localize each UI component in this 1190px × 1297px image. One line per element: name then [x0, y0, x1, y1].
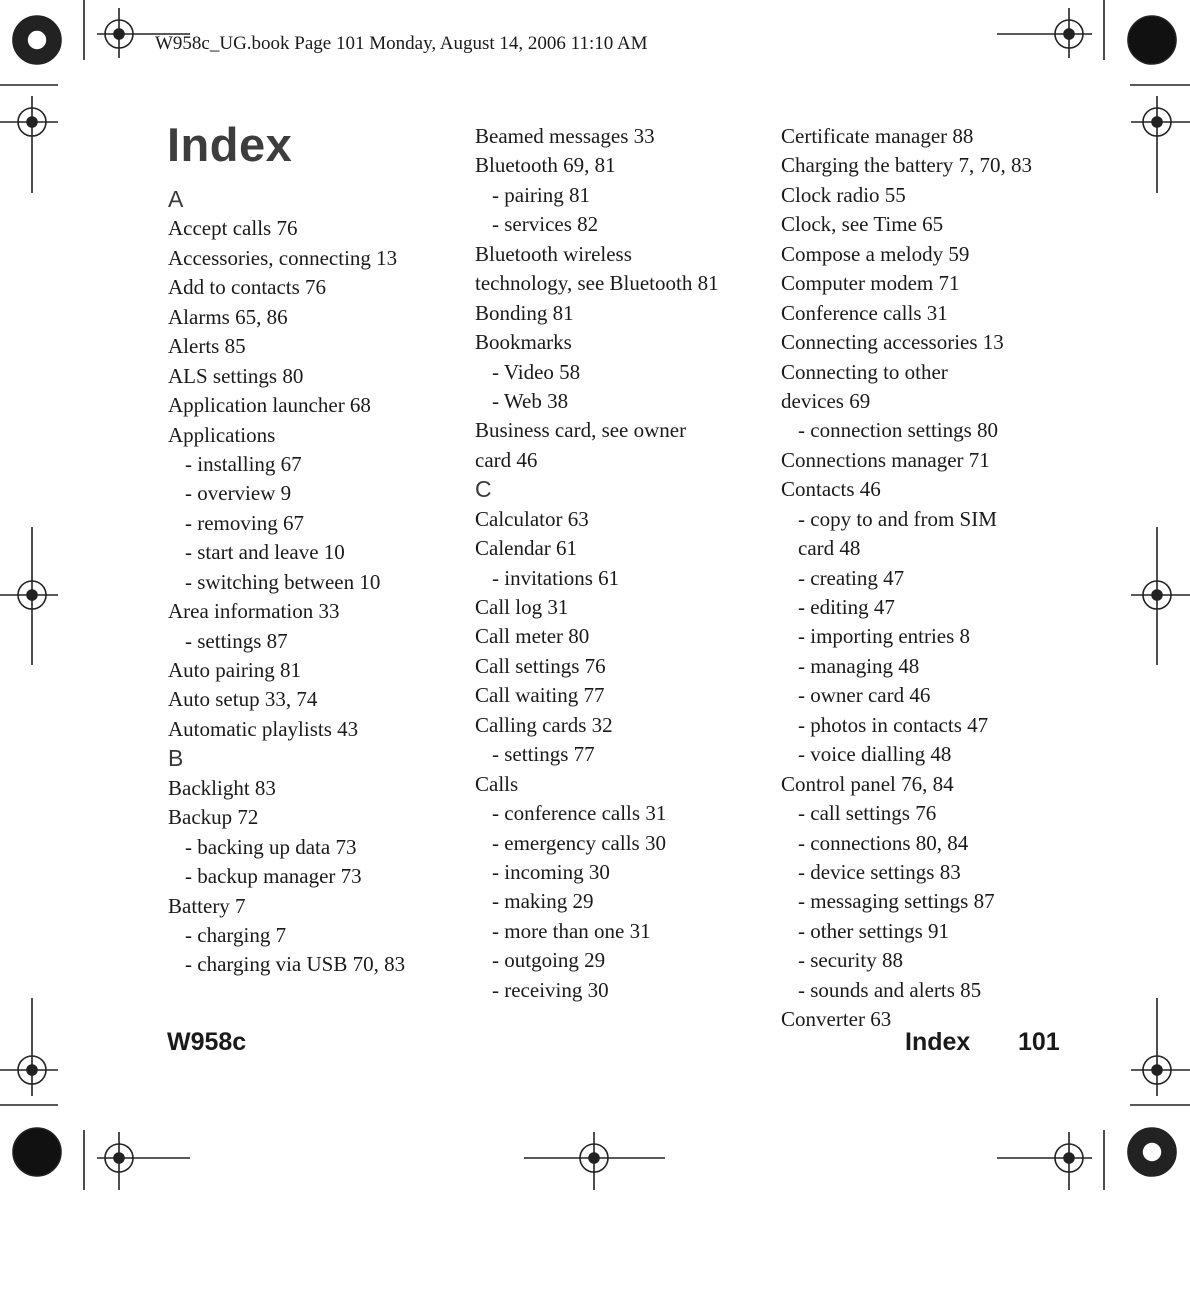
index-subentry: - backing up data 73	[185, 834, 357, 859]
index-entry: Battery 7	[168, 893, 246, 918]
index-entry: Backlight 83	[168, 775, 276, 800]
crosshair-icon	[524, 1132, 665, 1190]
index-subentry: - conference calls 31	[492, 801, 667, 826]
crosshair-icon	[997, 8, 1092, 58]
index-entry: Accessories, connecting 13	[168, 245, 398, 270]
index-entry: Accept calls 76	[168, 216, 298, 241]
index-subentry: - connections 80, 84	[798, 830, 969, 855]
index-entry: Call meter 80	[475, 624, 590, 649]
index-subentry: - importing entries 8	[798, 624, 971, 649]
index-entry: Contacts 46	[781, 477, 881, 502]
index-entry: Clock, see Time 65	[781, 212, 944, 237]
index-subentry: - settings 87	[185, 628, 288, 653]
index-subentry: - photos in contacts 47	[798, 712, 989, 737]
index-entry: Beamed messages 33	[475, 124, 655, 148]
index-entry: Application launcher 68	[168, 393, 371, 418]
crosshair-icon	[1131, 527, 1190, 665]
crosshair-icon	[997, 1132, 1092, 1190]
index-entry: Calendar 61	[475, 536, 578, 561]
index-subentry: - Video 58	[492, 359, 581, 384]
index-letter-heading: A	[168, 186, 184, 212]
index-entry: Computer modem 71	[781, 271, 960, 296]
index-entry: Connecting accessories 13	[781, 330, 1004, 355]
crosshair-icon	[0, 998, 58, 1096]
index-subentry: - Web 38	[492, 388, 569, 413]
index-subentry: - device settings 83	[798, 859, 961, 884]
index-entry: Bookmarks	[475, 330, 572, 355]
index-subentry: - security 88	[798, 948, 903, 973]
crosshair-icon	[1131, 96, 1190, 193]
index-subentry: card 48	[798, 536, 861, 561]
index-subentry: - editing 47	[798, 595, 895, 619]
index-entry: Alerts 85	[168, 334, 246, 359]
index-entry: Backup 72	[168, 805, 259, 830]
index-entry: Calculator 63	[475, 506, 589, 531]
index-entry: Area information 33	[168, 599, 340, 624]
crosshair-icon	[0, 527, 58, 665]
index-subentry: - emergency calls 30	[492, 830, 666, 855]
index-column-2	[475, 122, 719, 1005]
index-subentry: - making 29	[492, 889, 594, 914]
index-subentry: - creating 47	[798, 565, 905, 590]
index-entry: Charging the battery 7, 70, 83	[781, 153, 1032, 178]
index-subentry: - receiving 30	[492, 977, 609, 1002]
index-entry: Control panel 76, 84	[781, 771, 954, 796]
index-subentry: - charging 7	[185, 922, 287, 947]
index-entry: Certificate manager 88	[781, 124, 974, 148]
crosshair-icon	[1131, 998, 1190, 1096]
index-entry: Auto setup 33, 74	[168, 687, 318, 712]
index-subentry: - call settings 76	[798, 801, 937, 826]
index-subentry: - managing 48	[798, 653, 920, 678]
index-entry: Compose a melody 59	[781, 241, 970, 266]
index-entry: Bonding 81	[475, 300, 574, 325]
index-entry: devices 69	[781, 388, 871, 413]
index-entry: Bluetooth 69, 81	[475, 153, 616, 178]
print-slug: W958c_UG.book Page 101 Monday, August 14, 2006 11:10 AM	[155, 33, 648, 54]
index-entry: Call log 31	[475, 595, 569, 619]
index-column-3	[781, 122, 1032, 1035]
crosshair-icon	[97, 1132, 190, 1190]
index-subentry: - settings 77	[492, 742, 595, 767]
page-title: Index	[167, 118, 293, 171]
index-subentry: - start and leave 10	[185, 540, 345, 565]
index-entry: Auto pairing 81	[168, 658, 301, 682]
index-subentry: - overview 9	[185, 481, 292, 506]
index-entry: Connections manager 71	[781, 447, 990, 472]
index-subentry: - charging via USB 70, 83	[185, 952, 406, 977]
index-subentry: - other settings 91	[798, 918, 950, 943]
index-entry: card 46	[475, 447, 538, 472]
index-entry: Alarms 65, 86	[168, 304, 288, 329]
footer-section: Index	[905, 1028, 971, 1056]
index-entry: Connecting to other	[781, 359, 948, 384]
index-entry: Add to contacts 76	[168, 275, 327, 300]
index-entry: Calling cards 32	[475, 712, 613, 737]
index-subentry: - connection settings 80	[798, 418, 999, 443]
index-column-1	[168, 185, 405, 980]
index-entry: Conference calls 31	[781, 300, 948, 325]
index-entry: technology, see Bluetooth 81	[475, 271, 719, 296]
index-subentry: - removing 67	[185, 510, 304, 535]
index-subentry: - copy to and from SIM	[798, 506, 997, 531]
index-subentry: - switching between 10	[185, 569, 381, 594]
index-subentry: - sounds and alerts 85	[798, 977, 982, 1002]
index-entry: Call settings 76	[475, 653, 606, 678]
index-subentry: - backup manager 73	[185, 864, 362, 889]
index-subentry: - messaging settings 87	[798, 889, 995, 914]
index-subentry: - installing 67	[185, 451, 302, 476]
index-entry: Automatic playlists 43	[168, 716, 359, 741]
footer-model: W958c	[167, 1028, 247, 1056]
solid-circle-mark-icon	[1128, 16, 1176, 64]
index-subentry: - outgoing 29	[492, 948, 606, 973]
index-subentry: - more than one 31	[492, 918, 651, 943]
index-letter-heading: B	[168, 745, 184, 772]
index-entry: Calls	[475, 771, 519, 796]
index-entry: Applications	[168, 422, 276, 447]
solid-circle-mark-icon	[13, 1128, 61, 1176]
index-entry: ALS settings 80	[168, 363, 304, 388]
index-entry: Business card, see owner	[475, 418, 687, 443]
index-subentry: - owner card 46	[798, 683, 931, 708]
index-subentry: - services 82	[492, 212, 599, 237]
index-subentry: - invitations 61	[492, 565, 620, 590]
index-entry: Converter 63	[781, 1007, 892, 1032]
index-entry: Bluetooth wireless	[475, 241, 632, 266]
crosshair-icon	[0, 96, 58, 193]
index-subentry: - incoming 30	[492, 859, 610, 884]
index-subentry: - pairing 81	[492, 182, 590, 207]
page-number: 101	[1018, 1028, 1060, 1056]
index-subentry: - voice dialling 48	[798, 742, 952, 767]
index-entry: Call waiting 77	[475, 683, 605, 708]
index-entry: Clock radio 55	[781, 182, 906, 207]
index-letter-heading: C	[475, 476, 492, 503]
